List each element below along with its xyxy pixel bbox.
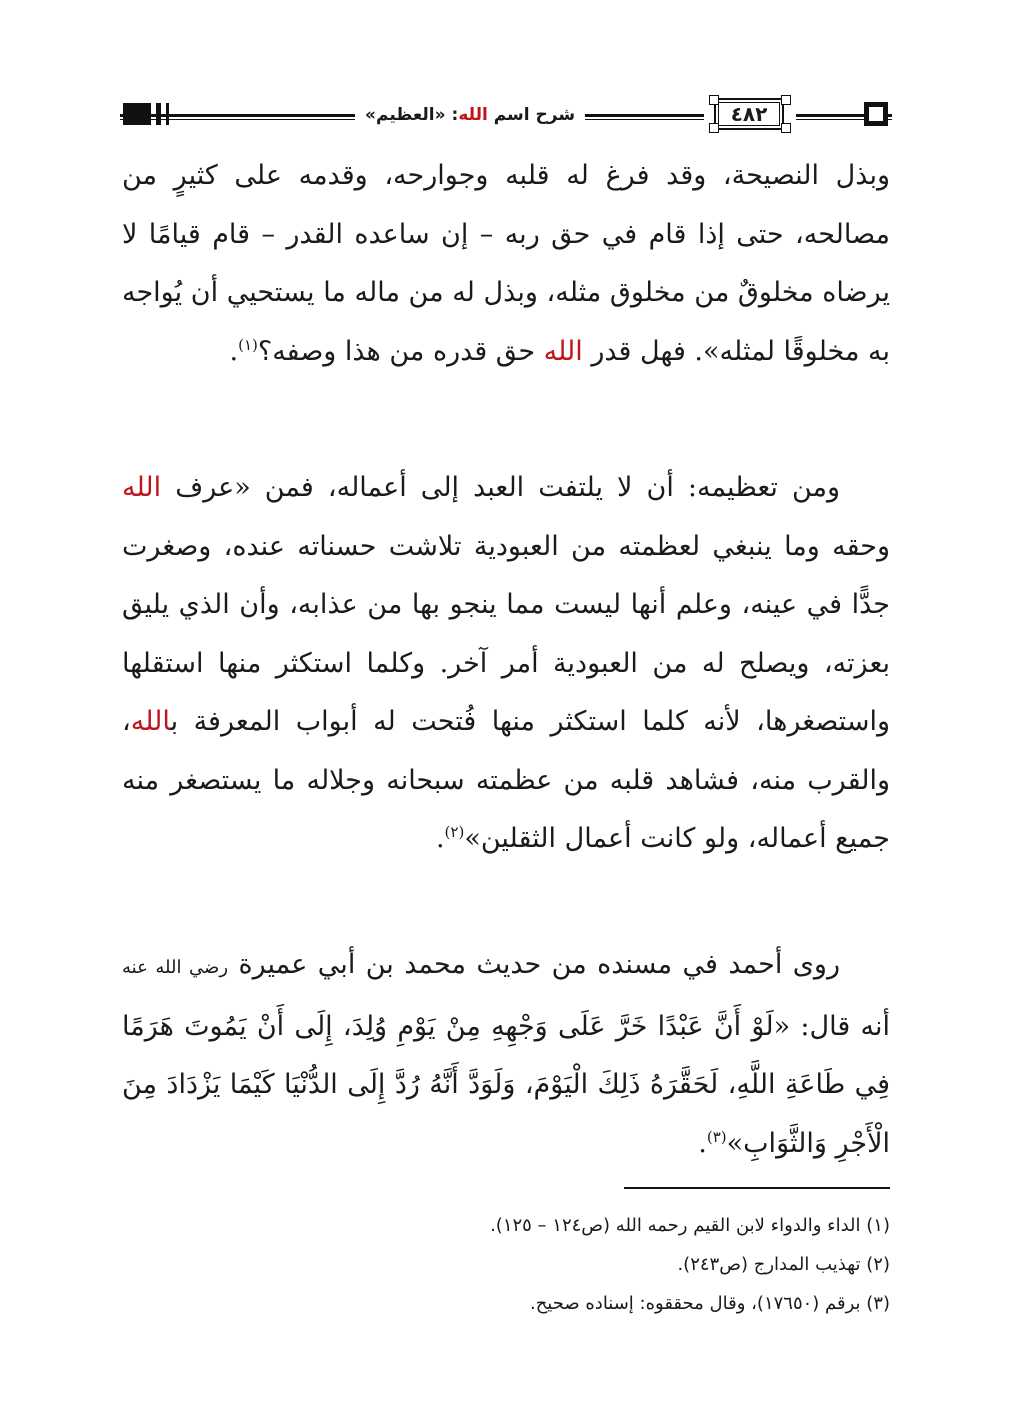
footnote-ref-1: (١) xyxy=(238,335,258,354)
honorific-glyph: رضي الله عنه xyxy=(122,957,229,978)
divine-name: الله xyxy=(543,335,583,367)
footnote-3: (٣) برقم (١٧٦٥٠)، وقال محققوه: إسناده صحيح. xyxy=(529,1293,890,1314)
divine-name: الله xyxy=(122,472,162,503)
running-title: شرح اسم الله: «العظيم» xyxy=(355,100,585,130)
header-ornament-bar xyxy=(156,103,161,125)
frame-corner xyxy=(781,123,791,133)
footnote-ref-2: (٢) xyxy=(444,823,465,841)
divine-name: الله xyxy=(130,706,171,737)
footnotes xyxy=(122,1206,890,1323)
header-ornament-right xyxy=(864,102,888,126)
page-header xyxy=(120,96,892,136)
header-ornament-bar xyxy=(166,103,169,125)
footnote-ref-3: (٣) xyxy=(706,1127,727,1146)
header-ornament-left xyxy=(123,103,151,125)
paragraph-2: ومن تعظيمه: أن لا يلتفت العبد إلى أعماله، فمن «عرف الله وحقه وما ينبغي لعظمته من العبودية تلاشت حسناته عنده، وصغرت جدًّا في عينه، وعلم أنها ليست مما ينجو بها من عذابه، وأن الذي يليق بعزته، ويصلح له من العبودية أمر آخر. وكلما استكثر منها استقلها واستصغرها، لأنه كلما استكثر منها فُتحت له أبواب المعرفة بالله، والقرب منه، فشاهد قلبه من عظمته سبحانه وجلاله ما يستصغر منه جميع أعماله، ولو كانت أعمال الثقلين»$^{(٢)}$. xyxy=(122,472,890,854)
running-title-highlight: الله xyxy=(458,105,488,125)
page-number: ٤٨٢ xyxy=(730,102,768,126)
footnote-separator xyxy=(624,1187,890,1189)
frame-corner xyxy=(781,95,791,105)
page-number-box xyxy=(704,98,796,132)
paragraph-3: روى أحمد في مسنده من حديث محمد بن أبي عميرة رضي الله عنه أنه قال: «لَوْ أَنَّ عَبْدًا خَرَّ عَلَى وَجْهِهِ مِنْ يَوْمِ وُلِدَ، إِلَى أَنْ يَمُوتَ هَرَمًا فِي طَاعَةِ اللَّهِ، لَحَقَّرَهُ ذَلِكَ الْيَوْمَ، وَلَوَدَّ أَنَّهُ رُدَّ إِلَى الدُّنْيَا كَيْمَا يَزْدَادَ مِنَ الْأَجْرِ وَالثَّوَابِ»$^{(٣)}$. xyxy=(122,949,890,1159)
paragraph-1: وبذل النصيحة، وقد فرغ له قلبه وجوارحه، وقدمه على كثيرٍ من مصالحه، حتى إذا قام في حق ربه – إن ساعده القدر – قام قيامًا لا يرضاه مخلوقٌ من مخلوق مثله، وبذل له من ماله ما يستحيي أن يُواجه به مخلوقًا لمثله». فهل قدر الله حق قدره من هذا وصفه؟$^{(١)}$. xyxy=(122,160,890,367)
footnote-1: (١) الداء والدواء لابن القيم رحمه الله (ص١٢٤ – ١٢٥). xyxy=(490,1215,890,1236)
footnote-2: (٢) تهذيب المدارج (ص٢٤٣). xyxy=(677,1254,890,1275)
